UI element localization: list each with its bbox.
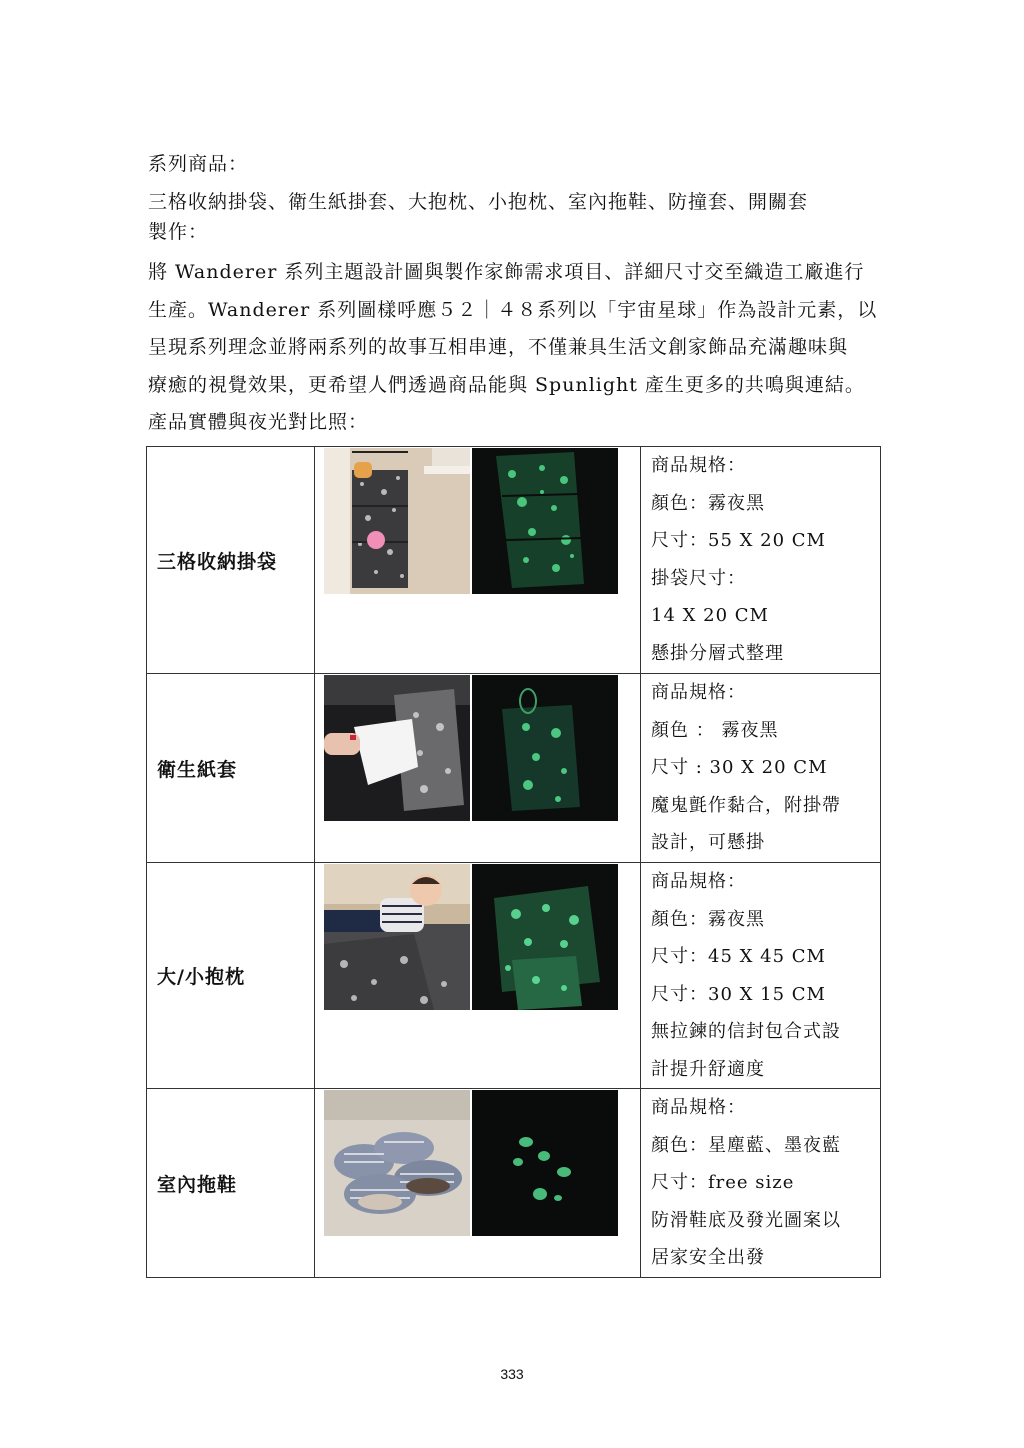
spec-line: 魔鬼氈作黏合，附掛帶 <box>651 794 841 816</box>
table-row <box>147 447 881 674</box>
product-name: 大/小抱枕 <box>147 863 315 1089</box>
spec-line: 顏色：霧夜黑 <box>651 492 765 514</box>
photo-cell <box>315 863 641 1089</box>
spec-cell <box>641 863 881 1089</box>
spec-line: 掛袋尺寸： <box>651 567 746 589</box>
spec-line: 商品規格： <box>651 682 746 703</box>
spec-line: 懸掛分層式整理 <box>651 642 784 664</box>
spec-line: 商品規格： <box>651 1097 746 1118</box>
series-heading: 系列商品： <box>148 153 249 175</box>
tissue-cover-day-photo <box>324 675 470 821</box>
spec-line: 尺寸：free size <box>651 1172 795 1193</box>
storage-bag-glow-photo <box>472 448 618 594</box>
product-name: 衛生紙套 <box>147 674 315 863</box>
paragraph-line-4: 療癒的視覺效果，更希望人們透過商品能與 Spunlight 產生更多的共鳴與連結。 <box>148 373 865 396</box>
pillow-glow-photo <box>472 864 618 1010</box>
spec-line: 顏色 ： 霧夜黑 <box>651 719 779 741</box>
series-items: 三格收納掛袋、衛生紙掛套、大抱枕、小抱枕、室內拖鞋、防撞套、開關套 <box>148 190 809 213</box>
spec-cell <box>641 447 881 674</box>
spec-line: 顏色：星塵藍、墨夜藍 <box>651 1134 841 1156</box>
product-table <box>146 446 881 1278</box>
intro-text <box>148 146 888 442</box>
table-row <box>147 1089 881 1278</box>
spec-line: 防滑鞋底及發光圖案以 <box>651 1209 841 1231</box>
making-heading: 製作： <box>148 221 209 243</box>
paragraph-line-3: 呈現系列理念並將兩系列的故事互相串連，不僅兼具生活文創家飾品充滿趣味與 <box>148 336 849 358</box>
table-row <box>147 674 881 863</box>
spec-line: 尺寸 : 30 X 20 CM <box>651 757 828 778</box>
spec-line: 設計，可懸掛 <box>651 832 765 853</box>
photo-cell <box>315 1089 641 1278</box>
spec-line: 14 X 20 CM <box>651 605 769 626</box>
paragraph-line-1: 將 Wanderer 系列主題設計圖與製作家飾需求項目、詳細尺寸交至織造工廠進行 <box>148 261 865 283</box>
compare-heading: 產品實體與夜光對比照： <box>148 411 369 433</box>
page-number: 333 <box>500 1366 524 1382</box>
photo-cell <box>315 674 641 863</box>
spec-line: 居家安全出發 <box>651 1247 765 1268</box>
spec-line: 無拉鍊的信封包合式設 <box>651 1021 841 1042</box>
product-name: 室內拖鞋 <box>147 1089 315 1278</box>
spec-line: 計提升舒適度 <box>651 1058 765 1080</box>
spec-line: 顏色：霧夜黑 <box>651 908 765 930</box>
paragraph-line-2: 生產。Wanderer 系列圖樣呼應５２｜４８系列以「宇宙星球」作為設計元素，以 <box>148 298 878 321</box>
pillow-day-photo <box>324 864 470 1010</box>
photo-cell <box>315 447 641 674</box>
storage-bag-day-photo <box>324 448 470 594</box>
product-name: 三格收納掛袋 <box>147 447 315 674</box>
spec-line: 尺寸：45 X 45 CM <box>651 946 826 967</box>
tissue-cover-glow-photo <box>472 675 618 821</box>
spec-line: 商品規格： <box>651 871 746 892</box>
spec-cell <box>641 674 881 863</box>
slippers-day-photo <box>324 1090 470 1236</box>
spec-line: 商品規格： <box>651 455 746 476</box>
spec-line: 尺寸：55 X 20 CM <box>651 530 826 551</box>
spec-line: 尺寸：30 X 15 CM <box>651 983 826 1005</box>
spec-cell <box>641 1089 881 1278</box>
slippers-glow-photo <box>472 1090 618 1236</box>
table-row <box>147 863 881 1089</box>
